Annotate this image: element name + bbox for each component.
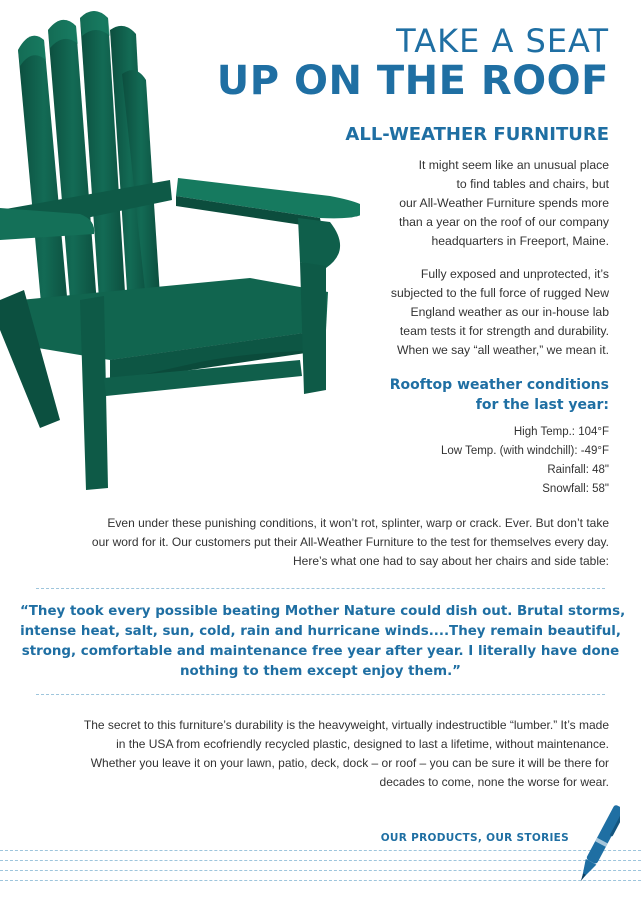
dashed-divider [36, 588, 605, 589]
paragraph-1-line: to find tables and chairs, but [456, 177, 609, 191]
quote-line: nothing to them except enjoy them.” [180, 664, 461, 679]
rooftop-conditions-title [390, 375, 609, 415]
headline-line-2: UP ON THE ROOF [216, 58, 609, 104]
dashed-line [0, 880, 641, 881]
condition-label: Rainfall: [547, 464, 589, 476]
dashed-line [0, 850, 641, 851]
weather-conditions-list [441, 423, 609, 499]
condition-row [441, 461, 609, 480]
closing-line: The secret to this furniture’s durability is the heavyweight, virtually indestructible “lumber.” It’s made [83, 718, 609, 732]
paragraph-2-line: When we say “all weather,” we mean it. [396, 343, 609, 357]
condition-row [441, 480, 609, 499]
condition-value: 48" [592, 464, 609, 476]
rooftop-title-line: for the last year: [475, 397, 609, 413]
quote-line: strong, comfortable and maintenance free year after year. I literally have done [21, 644, 620, 659]
intro-line: our word for it. Our customers put their All-Weather Furniture to the test for themselves every day. [91, 535, 609, 549]
condition-value: 104°F [578, 426, 609, 438]
footer-dashed-lines [0, 850, 641, 890]
paragraph-1 [399, 156, 609, 251]
condition-row [441, 442, 609, 461]
section-subhead: ALL-WEATHER FURNITURE [345, 124, 609, 145]
paragraph-1-line: than a year on the roof of our company [398, 215, 609, 229]
rooftop-title-line: Rooftop weather conditions [389, 377, 609, 393]
condition-value: -49°F [580, 445, 609, 457]
closing-line: in the USA from ecofriendly recycled plastic, designed to last a lifetime, without maintenance. [116, 737, 609, 751]
pen-icon [580, 800, 620, 890]
quote-line: “They took every possible beating Mother Nature could dish out. Brutal storms, [20, 604, 626, 619]
paragraph-2-line: Fully exposed and unprotected, it’s [420, 267, 609, 281]
headline-line-1: TAKE A SEAT [396, 22, 609, 60]
customer-quote [20, 602, 626, 682]
dashed-line [0, 860, 641, 861]
intro-line: Here’s what one had to say about her chairs and side table: [293, 554, 609, 568]
dashed-divider [36, 694, 605, 695]
condition-label: Low Temp. (with windchill): [440, 445, 578, 457]
paragraph-1-line: It might seem like an unusual place [418, 158, 609, 172]
paragraph-2 [391, 265, 609, 360]
intro-line: Even under these punishing conditions, it won’t rot, splinter, warp or crack. Ever. But don’t take [107, 516, 609, 530]
footer-label: OUR PRODUCTS, OUR STORIES [380, 832, 569, 844]
paragraph-2-line: subjected to the full force of rugged New [390, 286, 609, 300]
condition-label: High Temp.: [513, 426, 575, 438]
dashed-line [0, 870, 641, 871]
closing-line: decades to come, none the worse for wear. [379, 775, 609, 789]
paragraph-2-line: team tests it for strength and durability. [399, 324, 609, 338]
intro-paragraph [0, 514, 609, 571]
condition-label: Snowfall: [542, 483, 589, 495]
paragraph-1-line: headquarters in Freeport, Maine. [431, 234, 609, 248]
condition-row [441, 423, 609, 442]
closing-line: Whether you leave it on your lawn, patio, deck, dock – or roof – you can be sure it will be there for [90, 756, 609, 770]
paragraph-1-line: our All-Weather Furniture spends more [399, 196, 609, 210]
paragraph-2-line: England weather as our in-house lab [410, 305, 609, 319]
closing-paragraph [0, 716, 609, 792]
condition-value: 58" [592, 483, 609, 495]
quote-line: intense heat, salt, sun, cold, rain and hurricane winds....They remain beautiful, [20, 624, 621, 639]
